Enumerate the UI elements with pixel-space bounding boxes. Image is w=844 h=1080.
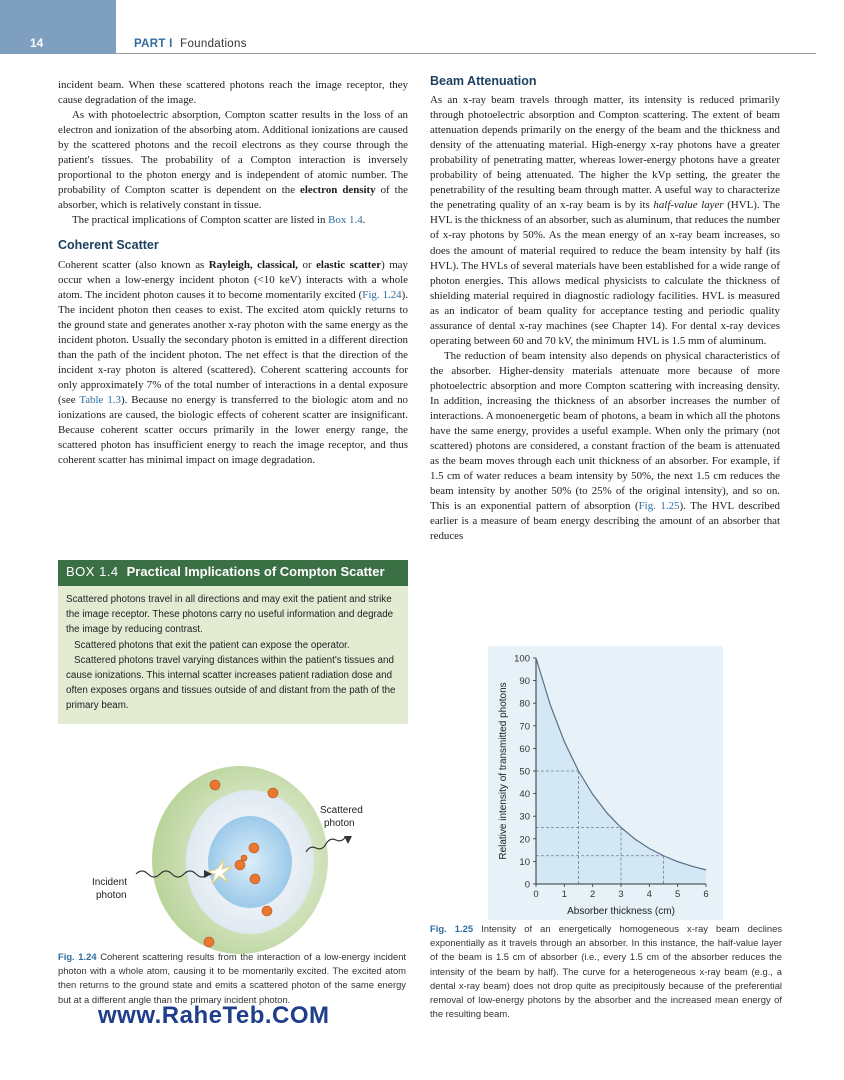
incident-label-2: photon bbox=[96, 890, 127, 901]
part-title: Foundations bbox=[180, 38, 247, 50]
scattered-label-1: Scattered bbox=[320, 805, 363, 816]
coherent-scatter-illustration bbox=[72, 762, 402, 962]
box-item: Scattered photons travel in all directions and may exit the patient and strike the image receptor. These photons carry no useful information and degrade the image by reducing contrast. bbox=[66, 594, 394, 636]
x-tick-label: 3 bbox=[618, 889, 624, 900]
header-rule bbox=[116, 53, 816, 54]
y-tick-label: 90 bbox=[519, 676, 530, 688]
box-item: Scattered photons travel varying distances within the patient's tissues and cause ionizations. This internal scatter increases patient radiation dose and often exposes organs and tissues outside of and distant from the path of the primary beam. bbox=[66, 654, 396, 712]
page-number: 14 bbox=[30, 36, 44, 50]
y-tick-label: 60 bbox=[519, 743, 530, 755]
page-number-block bbox=[0, 0, 116, 54]
figure-link[interactable]: Fig. 1.24 bbox=[362, 288, 402, 301]
figure-1-24-caption: Fig. 1.24 Coherent scattering results from the interaction of a low-energy incident photon with a whole atom, causing it to be momentarily excited. The excited atom then returns to the ground state and emits a scattered photon of the same energy but at a different angle than the primary incident photon. bbox=[58, 951, 407, 1005]
box-title: BOX 1.4 Practical Implications of Compton Scatter bbox=[58, 560, 408, 586]
paragraph: Coherent scatter (also known as Rayleigh, classical, or elastic scatter) may occur when a low-energy incident photon (<10 keV) interacts with a whole atom. The incident photon causes it to become momentarily excited (Fig. 1.24). The incident photon then ceases to exist. The excited atom quickly returns to the ground state and generates another x-ray photon with the same energy as the incident photon. Usually the secondary photon is emitted in a different direction than the path of the incident photon. The net effect is that the direction of the incident x-ray photon is altered (scattered). Coherent scattering accounts for only approximately 7% of the total number of interactions in a dental exposure (see Table 1.3). Because no energy is transferred to the biologic atom and no ionizations are caused, the biologic effects of coherent scatter are insignificant. Because coherent scatter occurs primarily in the lower energy range, the scattered photon has insufficient energy to reach the image receptor, and thus coherent scatter has minimal impact on image degradation. bbox=[58, 258, 408, 467]
box-link[interactable]: Box 1.4 bbox=[328, 214, 363, 227]
attenuation-chart bbox=[488, 646, 723, 920]
x-axis-label: Absorber thickness (cm) bbox=[567, 906, 675, 917]
y-tick-label: 80 bbox=[519, 698, 530, 710]
right-column bbox=[430, 74, 780, 544]
x-tick-label: 0 bbox=[533, 889, 539, 900]
arrow-icon bbox=[344, 836, 352, 844]
scattered-label-2: photon bbox=[324, 818, 355, 829]
x-tick-label: 6 bbox=[703, 889, 709, 900]
paragraph: The practical implications of Compton scatter are listed in Box 1.4. bbox=[72, 214, 366, 227]
y-tick-label: 50 bbox=[519, 766, 530, 778]
figure-link[interactable]: Fig. 1.25 bbox=[638, 500, 680, 513]
table-link[interactable]: Table 1.3 bbox=[79, 393, 121, 406]
paragraph: incident beam. When these scattered photons reach the image receptor, they cause degradation of the image. bbox=[58, 79, 408, 107]
y-tick-label: 20 bbox=[519, 834, 530, 846]
part-label: PART I bbox=[134, 38, 173, 50]
atom-nucleus-region bbox=[208, 816, 292, 908]
paragraph: The reduction of beam intensity also depends on physical characteristics of the absorber. Higher-density materials attenuate more because of more photoelectric absorption and more Compton scattering with increasing density. In addition, increasing the thickness of an absorber increases the number of interactions. A monoenergetic beam of photons, a beam in which all the photons have the same energy, provides a useful example. When only the primary (not scattered) photons are considered, a constant fraction of the beam is attenuated as the beam moves through each unit thickness of an absorber. For example, if 1.5 cm of water reduces a beam intensity by 50%, the next 1.5 cm reduces the beam intensity by another 50% (to 25% of the original intensity), and so on. This is an exponential pattern of absorption (Fig. 1.25). The HVL described earlier is a measure of beam energy describing the amount of an absorber that reduces bbox=[430, 349, 780, 543]
y-tick-label: 70 bbox=[519, 721, 530, 733]
section-heading: Coherent Scatter bbox=[58, 238, 159, 253]
x-tick-label: 4 bbox=[646, 889, 652, 900]
y-tick-label: 30 bbox=[519, 811, 530, 823]
x-tick-label: 2 bbox=[590, 889, 596, 900]
figure-1-25-caption: Fig. 1.25 Intensity of an energetically homogeneous x-ray beam declines exponentially as it travels through an absorber. In this instance, the half-value layer of the beam is 1.5 cm of absorber (i.e., every 1.5 cm of the absorber reduces the intensity of the beam by half). The curve for a heterogeneous x-ray beam (e.g., a dental x-ray beam) does not drop quite as precipitously because of the preferential removal of low-energy photons by the absorber and the increased mean energy of the resulting beam. bbox=[430, 923, 783, 1020]
box-item: Scattered photons that exit the patient can expose the operator. bbox=[74, 639, 350, 651]
y-tick-label: 10 bbox=[519, 856, 530, 868]
y-tick-label: 100 bbox=[514, 653, 530, 665]
paragraph: As with photoelectric absorption, Compton scatter results in the loss of an electron and ionization of the absorbing atom. Additional ionizations are caused by the scattered photons and the recoil electrons as they course through the patient's tissues. The probability of a Compton interaction is inversely proportional to the photon energy and is independent of atomic number. The probability of Compton scatter is dependent on the electron density of the absorber, which is relatively constant in tissue. bbox=[58, 109, 408, 212]
paragraph: As an x-ray beam travels through matter, its intensity is reduced primarily through photoelectric absorption and Compton scattering. The extent of beam attenuation depends primarily on the energy of the beam and the thickness and density of the attenuating material. High-energy x-ray photons have a greater probability of penetrating matter, whereas lower-energy photons have a greater probability of being attenuated. The higher the kVp setting, the greater the penetrability of the resulting beam through matter. A useful way to characterize the penetrating quality of an x-ray beam is by its half-value layer (HVL). The HVL is the thickness of an absorber, such as aluminum, that reduces the number of x-ray photons by 50%. As the mean energy of an x-ray beam increases, so does the amount of material required to reduce the beam intensity by half (its HVL). The HVLs of several materials have been established for a wide range of photon energies. This allows medical physicists to calculate the thickness of shielding material required in diagnostic radiology facilities. HVL is measured as an indicator of beam quality for acceptance testing and periodic quality assurance of dental x-ray machines (see Chapter 14). For dental x-ray devices operating between 60 and 70 kV, the minimum HVL is 1.5 mm of aluminum. bbox=[430, 94, 780, 347]
box-1-4 bbox=[58, 560, 408, 724]
x-tick-label: 5 bbox=[675, 889, 681, 900]
watermark: www.RaheTeb.COM bbox=[98, 1002, 330, 1029]
y-axis-label: Relative intensity of transmitted photons bbox=[498, 682, 509, 860]
running-header bbox=[134, 38, 247, 50]
section-heading: Beam Attenuation bbox=[430, 74, 537, 88]
box-body bbox=[58, 586, 408, 724]
incident-label-1: Incident bbox=[92, 877, 128, 888]
y-tick-label: 0 bbox=[524, 879, 530, 891]
left-column bbox=[58, 78, 408, 468]
x-tick-label: 1 bbox=[561, 889, 567, 900]
y-tick-label: 40 bbox=[519, 789, 530, 801]
